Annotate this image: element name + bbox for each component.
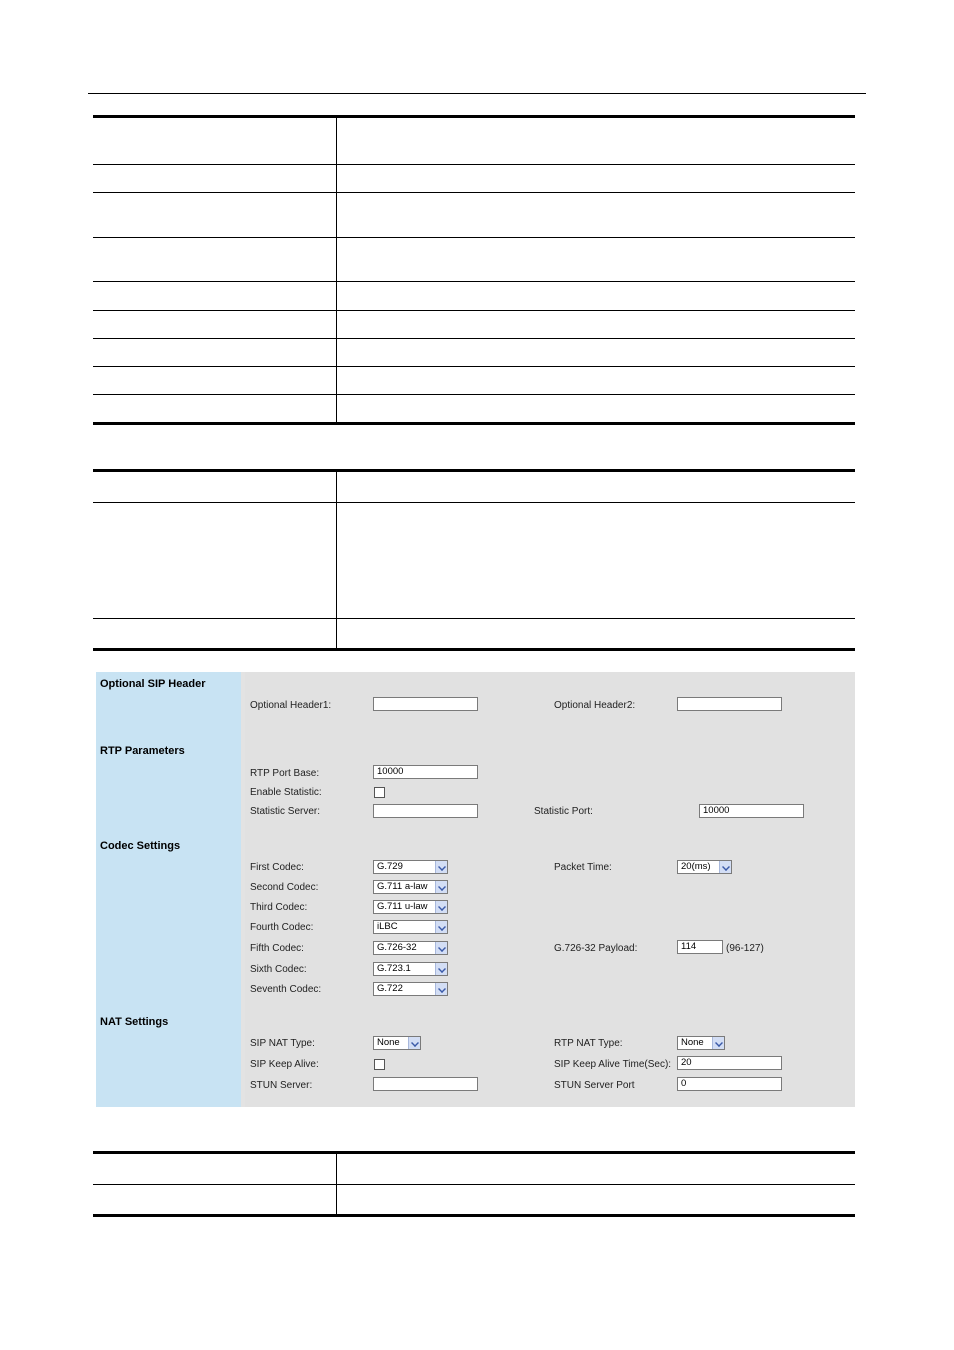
- statistic-port-input[interactable]: 10000: [699, 804, 804, 818]
- optional-header1-input[interactable]: [373, 697, 478, 711]
- second-codec-select[interactable]: [373, 880, 448, 894]
- chevron-down-icon: [435, 942, 447, 954]
- fourth-codec-label: Fourth Codec:: [250, 922, 314, 933]
- first-codec-select[interactable]: [373, 860, 448, 874]
- rtp-port-base-input[interactable]: 10000: [373, 765, 478, 779]
- optional-header2-label: Optional Header2:: [554, 700, 636, 711]
- table-row: [93, 1153, 855, 1185]
- rtp-port-base-label: RTP Port Base:: [250, 768, 320, 779]
- chevron-down-icon: [435, 861, 447, 873]
- first-codec-label: First Codec:: [250, 862, 304, 873]
- stun-server-input[interactable]: [373, 1077, 478, 1091]
- fourth-codec-value: iLBC: [377, 921, 398, 932]
- settings-form: [245, 672, 855, 1107]
- third-codec-select[interactable]: [373, 900, 448, 914]
- parameter-table-1: [93, 115, 855, 425]
- sixth-codec-value: G.723.1: [377, 963, 411, 974]
- packet-time-value: 20(ms): [681, 861, 711, 872]
- sip-keep-alive-checkbox[interactable]: [374, 1059, 385, 1070]
- fifth-codec-label: Fifth Codec:: [250, 943, 304, 954]
- sixth-codec-select[interactable]: [373, 962, 448, 976]
- chevron-down-icon: [435, 983, 447, 995]
- table-row: [93, 503, 855, 619]
- enable-statistic-label: Enable Statistic:: [250, 787, 322, 798]
- seventh-codec-select[interactable]: [373, 982, 448, 996]
- statistic-server-input[interactable]: [373, 804, 478, 818]
- parameter-table-3: [93, 1151, 855, 1217]
- packet-time-select[interactable]: [677, 860, 732, 874]
- fifth-codec-select[interactable]: [373, 941, 448, 955]
- third-codec-value: G.711 u-law: [377, 901, 428, 912]
- table-row: [93, 238, 855, 282]
- table-row: [93, 619, 855, 650]
- sip-nat-type-label: SIP NAT Type:: [250, 1038, 315, 1049]
- sip-nat-type-select[interactable]: [373, 1036, 421, 1050]
- section-title-rtp-parameters: RTP Parameters: [100, 745, 185, 757]
- packet-time-label: Packet Time:: [554, 862, 612, 873]
- table-row: [93, 311, 855, 339]
- rtp-nat-type-value: None: [681, 1037, 704, 1048]
- seventh-codec-label: Seventh Codec:: [250, 984, 322, 995]
- g726-payload-label: G.726-32 Payload:: [554, 943, 638, 954]
- table-row: [93, 117, 855, 165]
- sip-keep-alive-time-label: SIP Keep Alive Time(Sec):: [554, 1059, 672, 1070]
- sip-account-settings-panel: [96, 672, 855, 1107]
- sixth-codec-label: Sixth Codec:: [250, 964, 307, 975]
- rtp-nat-type-label: RTP NAT Type:: [554, 1038, 623, 1049]
- sip-keep-alive-time-input[interactable]: 20: [677, 1056, 782, 1070]
- chevron-down-icon: [408, 1037, 420, 1049]
- table-row: [93, 165, 855, 193]
- chevron-down-icon: [435, 881, 447, 893]
- chevron-down-icon: [435, 901, 447, 913]
- settings-sidebar: [96, 672, 241, 1107]
- statistic-port-label: Statistic Port:: [534, 806, 593, 817]
- fourth-codec-select[interactable]: [373, 920, 448, 934]
- section-title-codec-settings: Codec Settings: [100, 840, 181, 852]
- parameter-table-2: [93, 469, 855, 651]
- chevron-down-icon: [435, 963, 447, 975]
- table-row: [93, 193, 855, 238]
- third-codec-label: Third Codec:: [250, 902, 308, 913]
- table-row: [93, 1185, 855, 1216]
- table-row: [93, 471, 855, 503]
- optional-header2-input[interactable]: [677, 697, 782, 711]
- chevron-down-icon: [712, 1037, 724, 1049]
- section-title-nat-settings: NAT Settings: [100, 1016, 169, 1028]
- second-codec-value: G.711 a-law: [377, 881, 428, 892]
- seventh-codec-value: G.722: [377, 983, 403, 994]
- stun-server-port-label: STUN Server Port: [554, 1080, 635, 1091]
- enable-statistic-checkbox[interactable]: [374, 787, 385, 798]
- table-row: [93, 395, 855, 424]
- stun-server-port-input[interactable]: 0: [677, 1077, 782, 1091]
- rtp-nat-type-select[interactable]: [677, 1036, 725, 1050]
- stun-server-label: STUN Server:: [250, 1080, 313, 1091]
- sip-keep-alive-label: SIP Keep Alive:: [250, 1059, 319, 1070]
- section-title-optional-sip-header: Optional SIP Header: [100, 678, 206, 690]
- g726-payload-range: (96-127): [726, 943, 764, 954]
- table-row: [93, 282, 855, 311]
- table-row: [93, 367, 855, 395]
- table-row: [93, 339, 855, 367]
- optional-header1-label: Optional Header1:: [250, 700, 332, 711]
- g726-payload-input[interactable]: 114: [677, 940, 723, 954]
- chevron-down-icon: [719, 861, 731, 873]
- first-codec-value: G.729: [377, 861, 403, 872]
- statistic-server-label: Statistic Server:: [250, 806, 321, 817]
- fifth-codec-value: G.726-32: [377, 942, 417, 953]
- second-codec-label: Second Codec:: [250, 882, 319, 893]
- sip-nat-type-value: None: [377, 1037, 400, 1048]
- page-header-rule: [88, 93, 866, 94]
- chevron-down-icon: [435, 921, 447, 933]
